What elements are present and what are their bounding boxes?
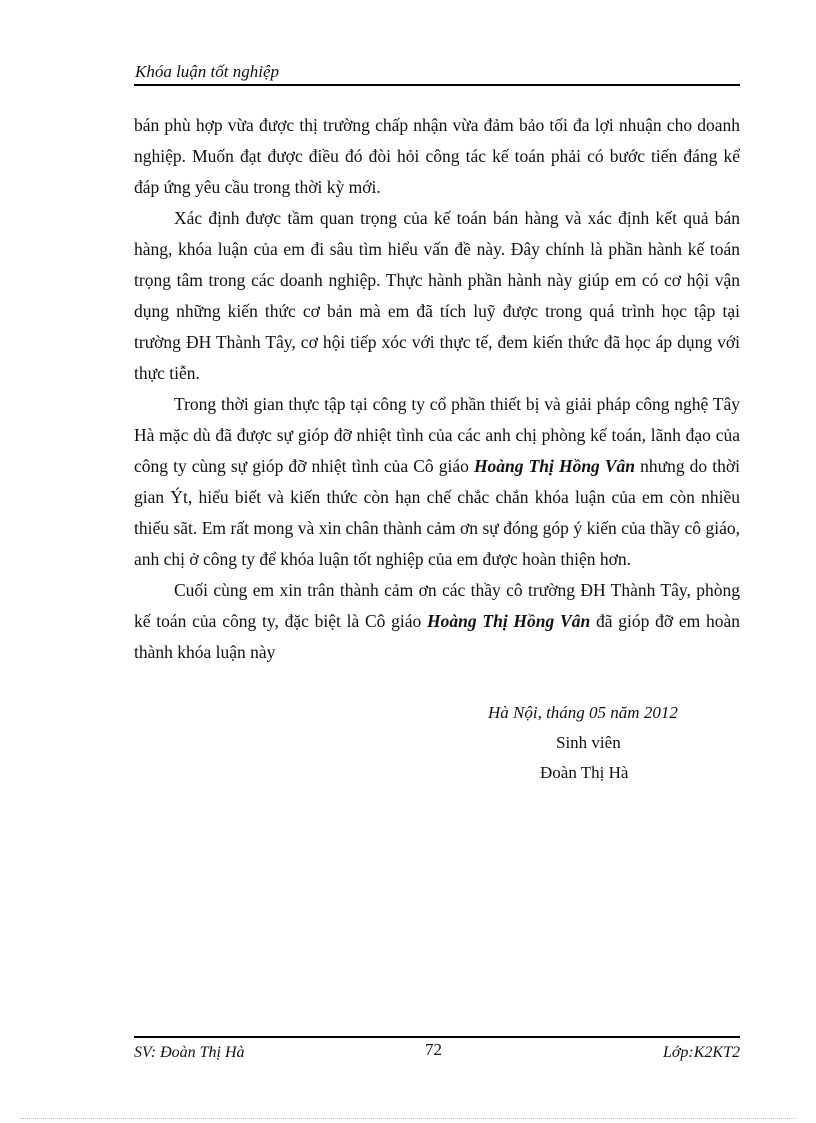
paragraph-1: bán phù hợp vừa được thị trường chấp nhận vừa đảm bảo tối đa lợi nhuận cho doanh nghiệp. Muốn đạt được điều đó đòi hỏi công tác kế toán phải có bước tiến đáng kể đáp ứng yêu cầu trong thời kỳ mới. [134,115,740,197]
page-header [134,60,740,86]
page-border [20,1118,796,1119]
footer-divider [134,1036,740,1038]
paragraph-4 [134,575,740,668]
paragraph-3 [134,389,740,575]
signature-name: Đoàn Thị Hà [540,763,629,782]
teacher-name: Hoàng Thị Hồng Vân [427,611,591,631]
paragraph-3-part-b: nhưng do thời gian Ýt, hiểu biết và kiến thức còn hạn chế chắc chắn khóa luận của em còn nhiều thiếu sãt. Em rất mong và xin chân thành cảm ơn sự đóng góp ý kiến của thầy cô giáo, anh chị ở công ty để khóa luận tốt nghiệp của em được hoàn thiện hơn. [134,456,740,569]
paragraph-4-part-b: đã gióp đỡ em hoàn thành khóa luận này [134,611,740,662]
signature-date: Hà Nội, tháng 05 năm 2012 [488,703,678,722]
footer-student: SV: Đoàn Thị Hà [134,1044,245,1061]
footer-class: Lớp:K2KT2 [662,1044,740,1061]
signature-role: Sinh viên [556,733,621,752]
teacher-name: Hoàng Thị Hồng Vân [473,456,636,476]
paragraph-4-part-a: Cuối cùng em xin trân thành cảm ơn các thầy cô trường ĐH Thành Tây, phòng kế toán của công ty, đặc biệt là Cô giáo [134,580,740,631]
paragraph-3-part-a: Trong thời gian thực tập tại công ty cổ phần thiết bị và giải pháp công nghệ Tây Hà mặc dù đã được sự gióp đỡ nhiệt tình của các anh chị phòng kế toán, lãnh đạo của công ty cùng sự gióp đỡ nhiệt tình của Cô giáo [134,394,740,476]
body-text [134,110,740,668]
page-number: 72 [425,1040,442,1059]
paragraph-2: Xác định được tầm quan trọng của kế toán bán hàng và xác định kết quả bán hàng, khóa luận của em đi sâu tìm hiểu vấn đề này. Đây chính là phần hành kế toán trọng tâm trong các doanh nghiệp. Thực hành phần hành này giúp em có cơ hội vận dụng những kiến thức cơ bản mà em đã tích luỹ được trong quá trình học tập tại trường ĐH Thành Tây, cơ hội tiếp xóc với thực tế, đem kiến thức đã học áp dụng với thực tiễn. [134,208,740,383]
header-title: Khóa luận tốt nghiệp [135,62,280,81]
